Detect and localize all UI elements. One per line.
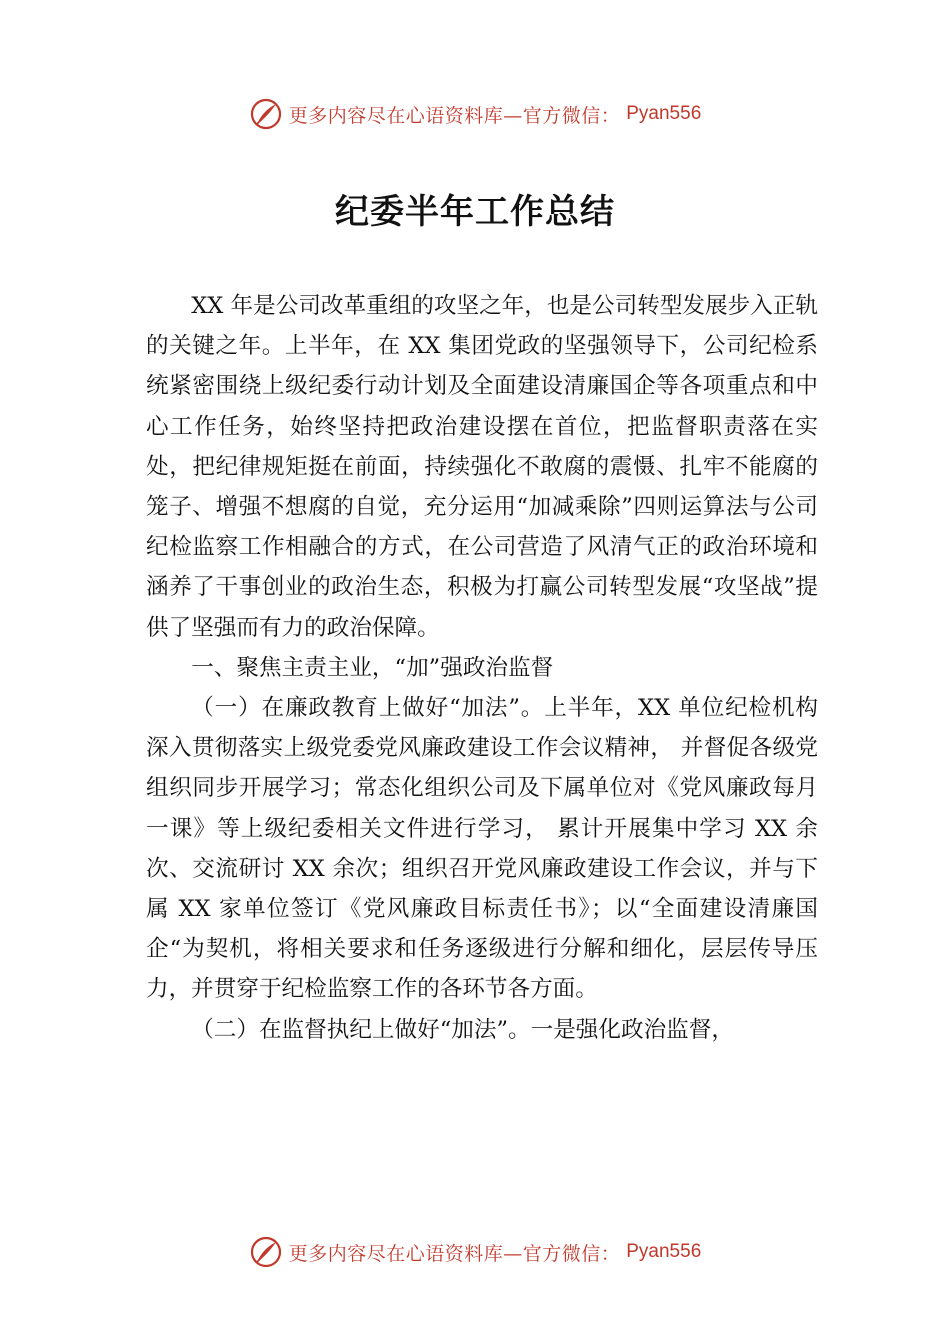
footer-watermark-banner bbox=[0, 1232, 950, 1272]
document-title: 纪委半年工作总结 bbox=[335, 192, 615, 232]
feather-seal-icon bbox=[249, 1235, 283, 1269]
banner-slogan: 更多内容尽在心语资料库—官方微信： bbox=[288, 1242, 621, 1265]
banner-slogan: 更多内容尽在心语资料库—官方微信： bbox=[288, 104, 621, 127]
banner-wechat-id: Pyan556 bbox=[626, 103, 702, 124]
document-body bbox=[146, 286, 818, 1050]
header-watermark-banner bbox=[0, 94, 950, 134]
paragraph-1-2: （二）在监督执纪上做好“加法”。一是强化政治监督， bbox=[191, 1016, 734, 1043]
paragraph-1-1: （一）在廉政教育上做好“加法”。上半年，XX 单位纪检机构深入贯彻落实上级党委党风廉政建设工作会议精神， 并督促各级党组织同步开展学习；常态化组织公司及下属单位对《党风廉政每月一课》等上级纪委相关文件进行学习， 累计开展集中学习 XX 余次、交流研讨 XX 余次；组织召开党风廉政建设工作会议，并与下属 XX 家单位签订《党风廉政目标责任书》；以“全面建设清廉国企“为契机，将相关要求和任务逐级进行分解和细化，层层传导压力，并贯穿于纪检监察工作的各环节各方面。 bbox=[146, 695, 818, 1003]
section-heading-1: 一、聚焦主责主业，“加”强政治监督 bbox=[191, 654, 554, 681]
feather-seal-icon bbox=[249, 97, 283, 131]
paragraph-intro: XX 年是公司改革重组的攻坚之年，也是公司转型发展步入正轨的关键之年。上半年，在 XX 集团党政的坚强领导下，公司纪检系统紧密围绕上级纪委行动计划及全面建设清廉国企等各项重点和中心工作任务，始终坚持把政治建设摆在首位，把监督职责落在实处，把纪律规矩挺在前面，持续强化不敢腐的震慑、扎牢不能腐的笼子、增强不想腐的自觉，充分运用“加减乘除”四则运算法与公司纪检监察工作相融合的方式，在公司营造了风清气正的政治环境和涵养了干事创业的政治生态，积极为打赢公司转型发展“攻坚战”提供了坚强而有力的政治保障。 bbox=[146, 293, 818, 641]
banner-wechat-id: Pyan556 bbox=[626, 1241, 702, 1262]
